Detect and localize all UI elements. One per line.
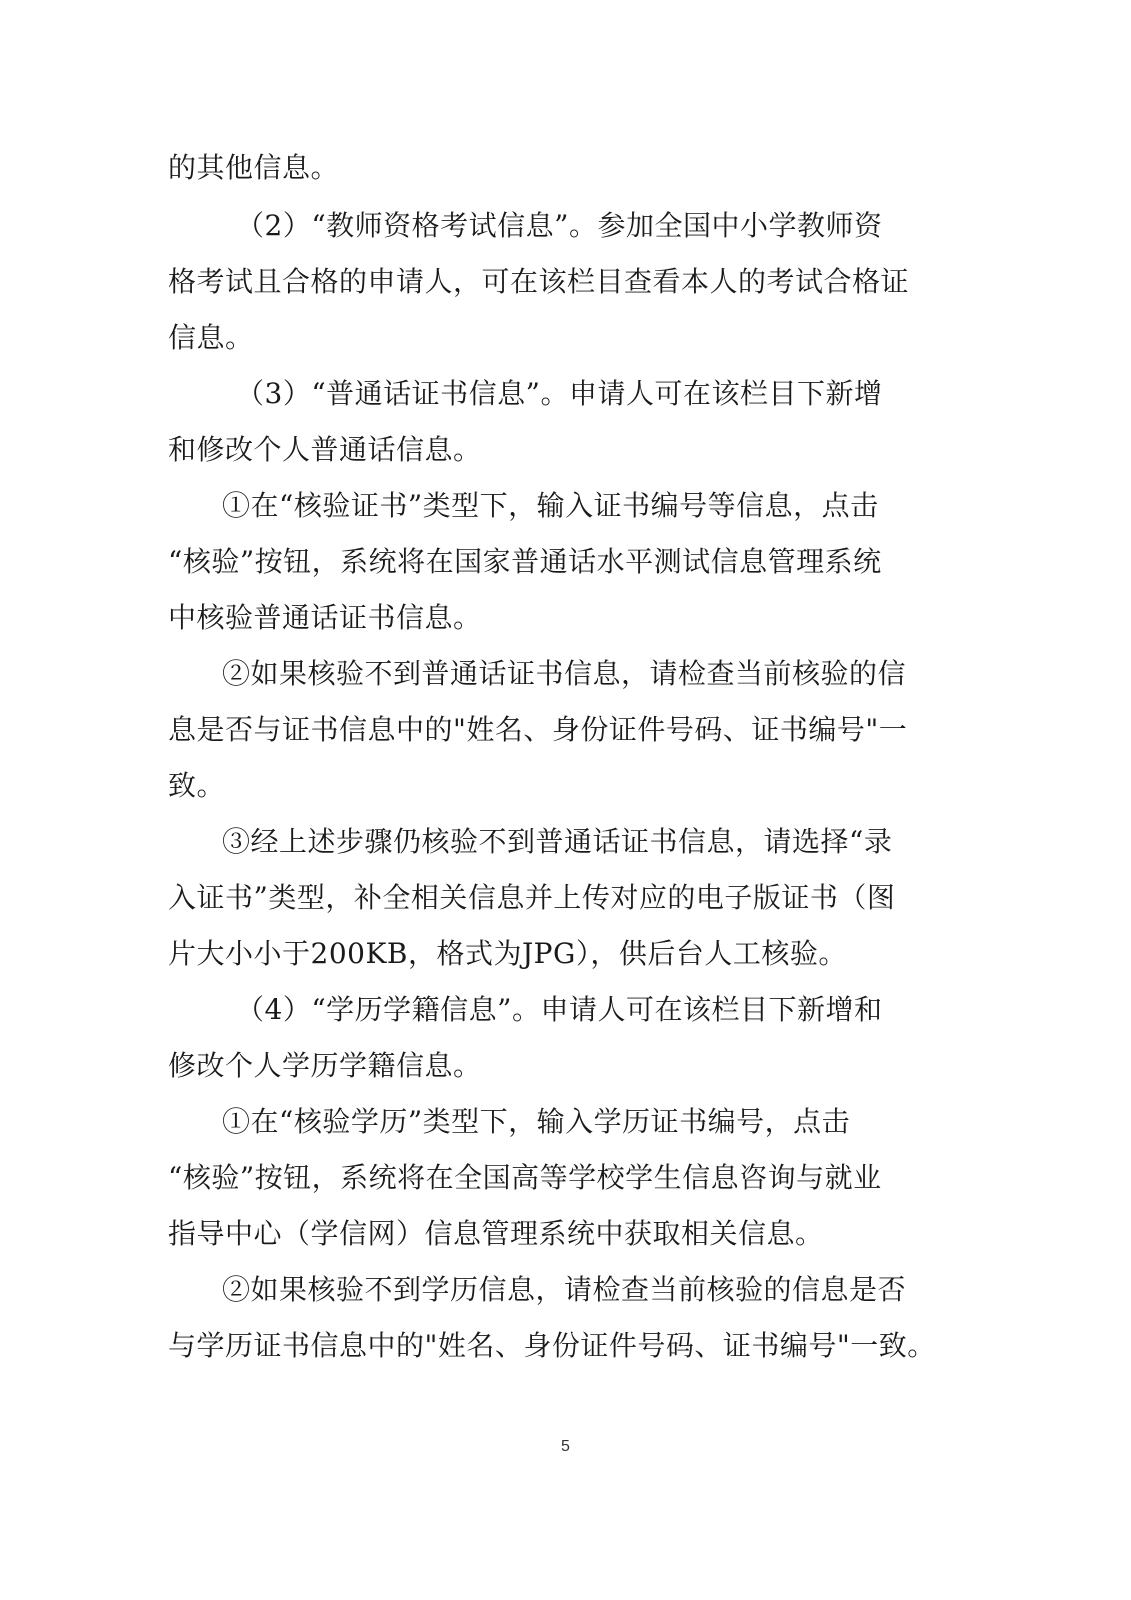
body-text-line: “核验”按钮，系统将在国家普通话水平测试信息管理系统 [168,545,882,578]
body-text-line: 信息。 [168,321,254,354]
body-text-line: （2）“教师资格考试信息”。参加全国中小学教师资 [236,209,883,242]
body-text-line: （3）“普通话证书信息”。申请人可在该栏目下新增 [236,377,883,410]
body-text-line: 息是否与证书信息中的"姓名、身份证件号码、证书编号"一 [168,713,908,746]
body-text-line: 中核验普通话证书信息。 [168,601,482,634]
body-text-line: ③经上述步骤仍核验不到普通话证书信息，请选择“录 [222,825,893,858]
body-text-line: 与学历证书信息中的"姓名、身份证件号码、证书编号"一致。 [168,1329,936,1362]
body-text-line: 入证书”类型，补全相关信息并上传对应的电子版证书（图 [168,881,896,914]
body-text-line: “核验”按钮，系统将在全国高等学校学生信息咨询与就业 [168,1161,882,1194]
body-text-line: ①在“核验学历”类型下，输入学历证书编号，点击 [222,1105,851,1138]
body-text-line: 片大小小于200KB，格式为JPG），供后台人工核验。 [168,937,847,970]
body-text-line: （4）“学历学籍信息”。申请人可在该栏目下新增和 [236,993,883,1026]
body-text-line: ②如果核验不到普通话证书信息，请检查当前核验的信 [222,657,907,690]
body-text-line: 修改个人学历学籍信息。 [168,1049,482,1082]
page-number: 5 [561,1438,570,1455]
body-text-line: 的其他信息。 [168,151,340,184]
body-text-line: 指导中心（学信网）信息管理系统中获取相关信息。 [168,1217,824,1250]
body-text-line: 格考试且合格的申请人，可在该栏目查看本人的考试合格证 [168,265,910,298]
body-text-line: ②如果核验不到学历信息，请检查当前核验的信息是否 [222,1273,907,1306]
body-text-line: 和修改个人普通话信息。 [168,433,482,466]
body-text-line: 致。 [168,769,226,802]
body-text-line: ①在“核验证书”类型下，输入证书编号等信息，点击 [222,489,879,522]
